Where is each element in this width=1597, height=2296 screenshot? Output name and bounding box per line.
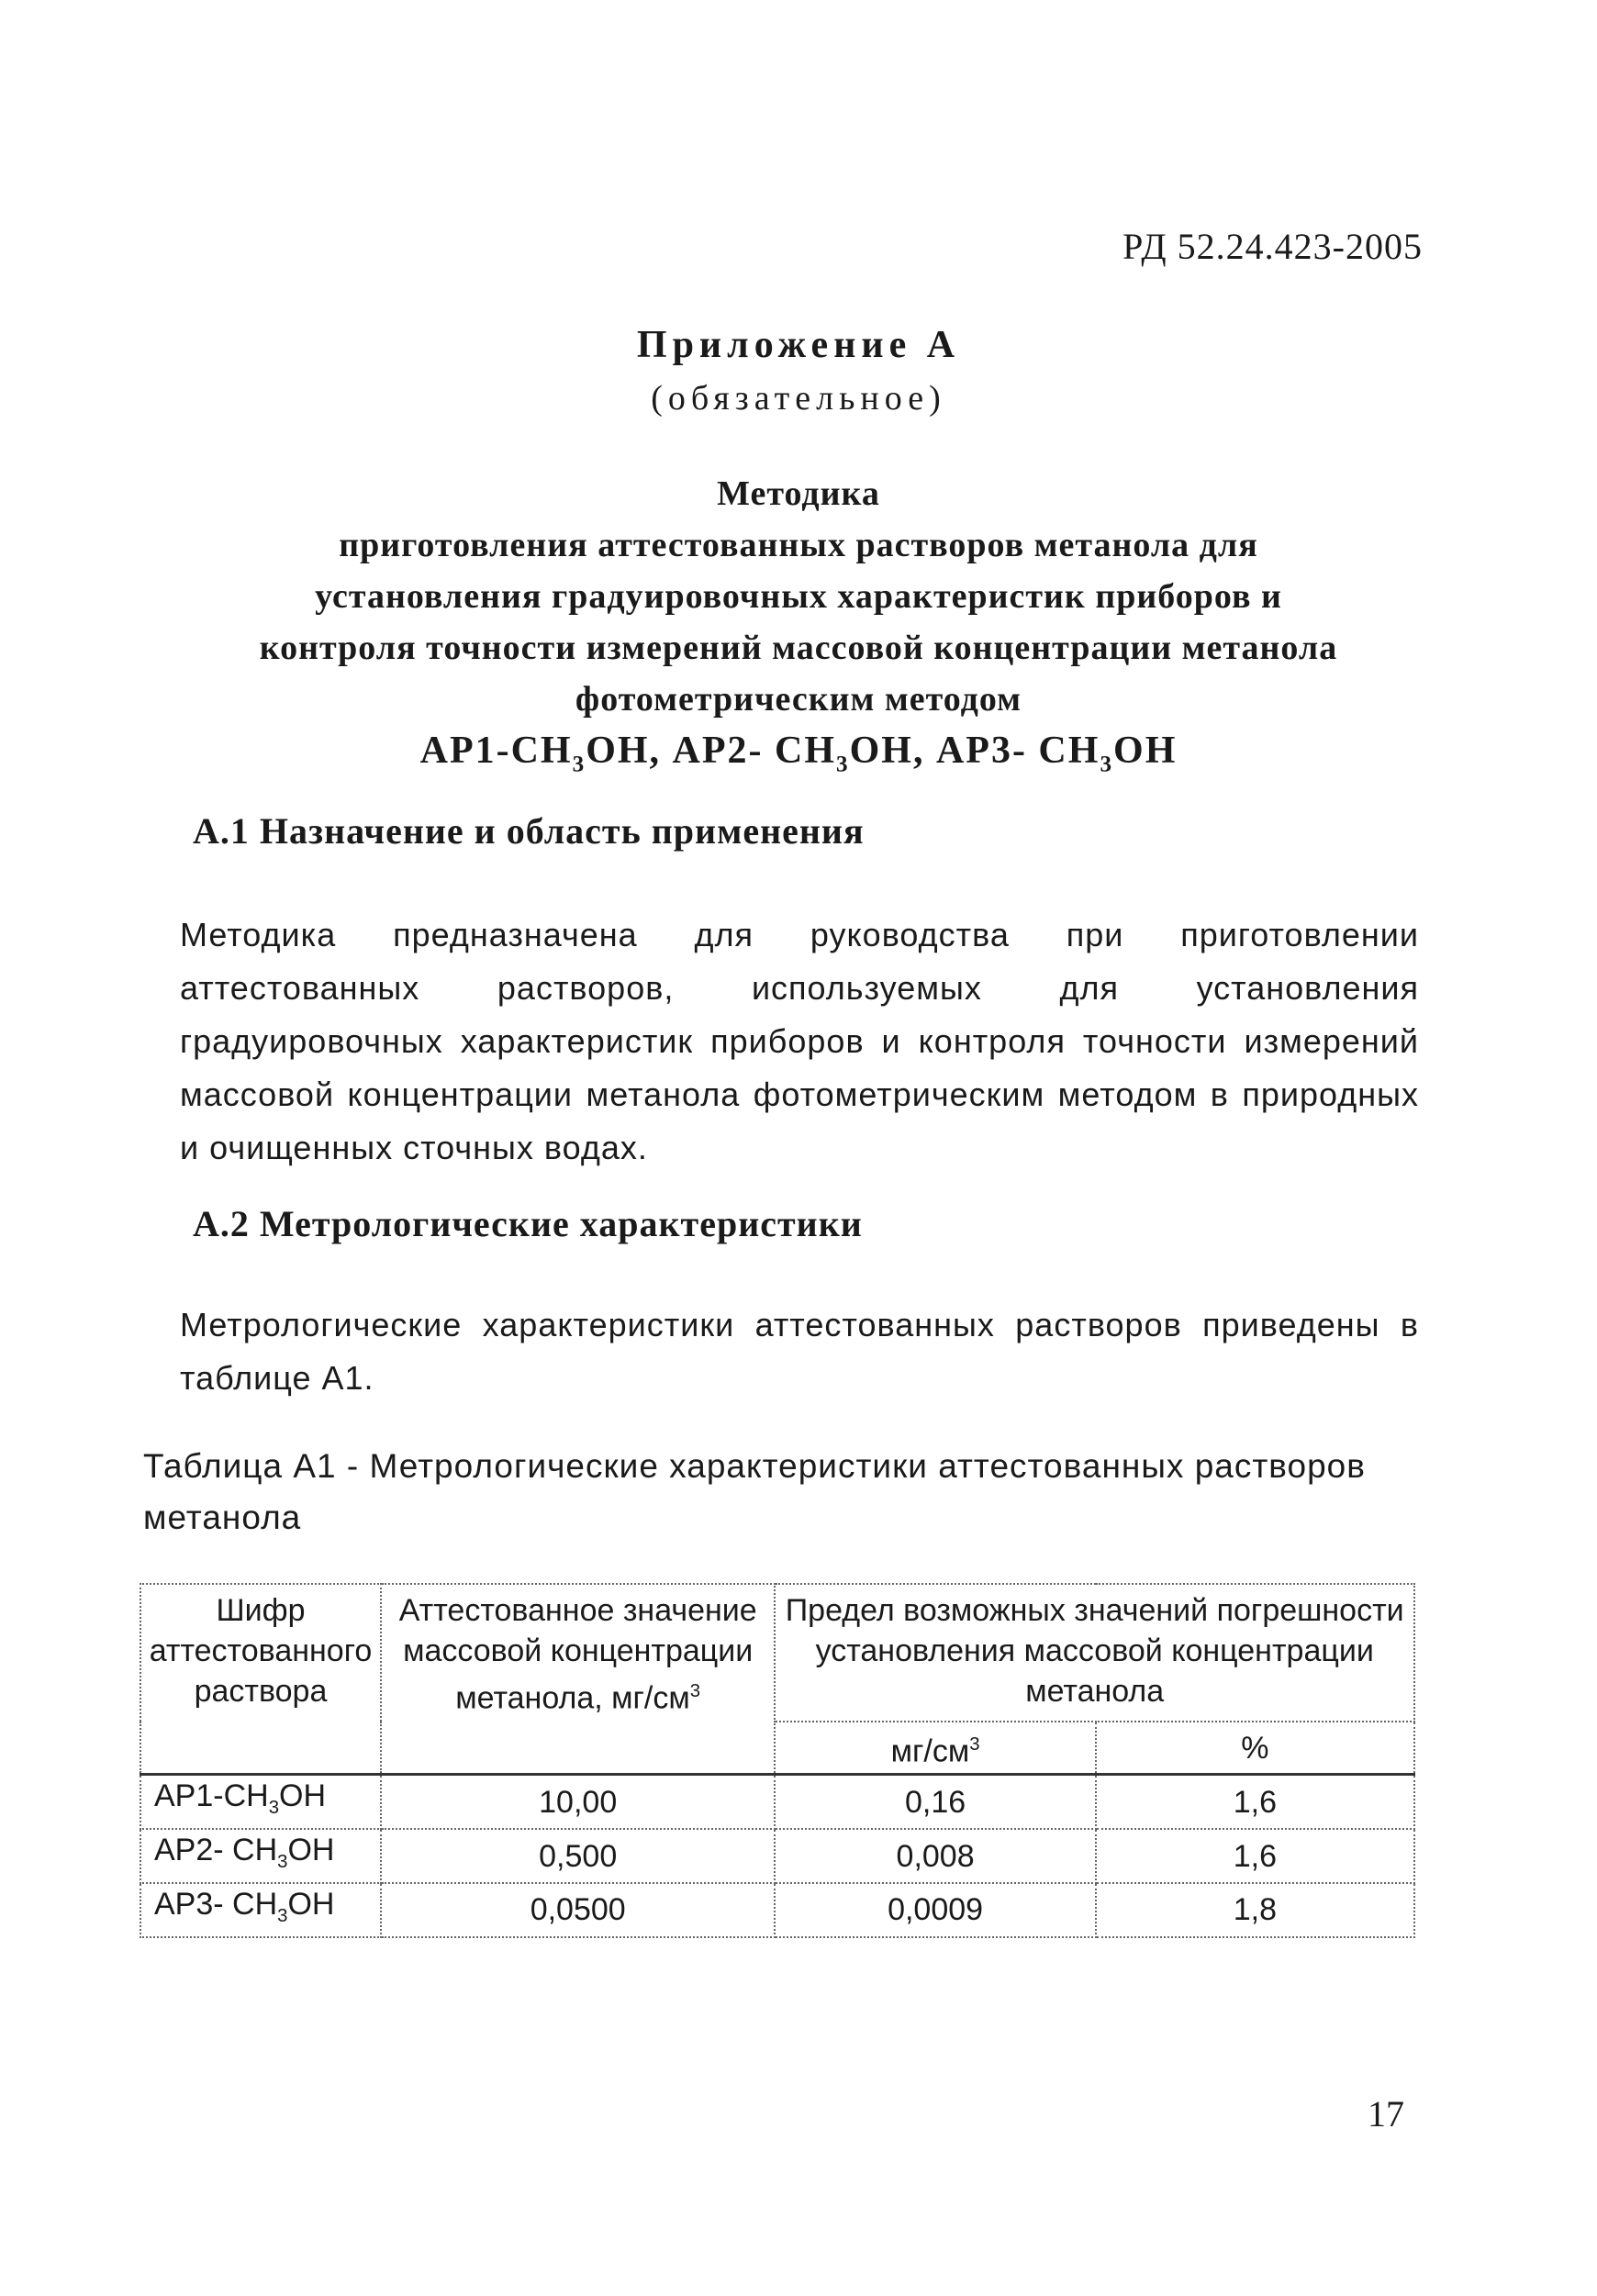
cell-code-subscript: 3 <box>268 1798 280 1819</box>
cell-error-percent: 1,6 <box>1096 1829 1414 1883</box>
formula-oh: ОН <box>1113 730 1178 772</box>
page-number: 17 <box>1368 2093 1404 2134</box>
table-row <box>140 1829 1414 1883</box>
cell-code-text: АР3- СН <box>154 1886 278 1922</box>
cell-code-text: АР1-СН <box>154 1778 269 1814</box>
formula-separator: , <box>912 730 936 772</box>
cell-error-percent: 1,6 <box>1096 1775 1414 1829</box>
formula-ap1: АР1-СН <box>419 730 573 772</box>
cell-error-mg: 0,0009 <box>775 1883 1095 1937</box>
cell-error-percent: 1,8 <box>1096 1883 1414 1937</box>
cell-value: 0,0500 <box>381 1883 775 1937</box>
appendix-status: (обязательное) <box>651 379 946 418</box>
section-a1-paragraph: Методика предназначена для руководства при приготовлении аттестованных растворов, используемых для установления градуировочных характеристик приборов и контроля точности измерений массовой концентрации метанола фотометрическим методом в природных и очищенных сточных водах. <box>180 916 1419 1166</box>
table-row <box>140 1883 1414 1937</box>
method-title-line: фотометрическим методом <box>575 680 1022 719</box>
formula-subscript: 3 <box>1100 752 1114 777</box>
header-unit-mg <box>775 1722 1095 1775</box>
document-code: РД 52.24.423-2005 <box>1122 226 1423 267</box>
cell-code <box>140 1775 381 1829</box>
cell-code-text: АР2- СН <box>154 1833 278 1868</box>
cell-value: 10,00 <box>381 1775 775 1829</box>
method-title-line: Методика <box>717 474 880 513</box>
table-caption: Таблица А1 - Метрологические характеристики аттестованных растворов метанола <box>143 1447 1366 1536</box>
cell-code-subscript: 3 <box>277 1851 288 1872</box>
method-title-line: контроля точности измерений массовой концентрации метанола <box>259 629 1338 667</box>
header-certified-value-text: Аттестованное значение массовой концентрации метанола, мг/см <box>398 1593 757 1716</box>
cell-code-oh: ОН <box>279 1778 327 1814</box>
section-a1-heading: А.1 Назначение и область применения <box>193 810 865 852</box>
formula-ap3: АР3- СН <box>935 730 1100 772</box>
table-row <box>140 1775 1414 1829</box>
table-a1-wrapper <box>140 1583 1415 1938</box>
cell-value: 0,500 <box>381 1829 775 1883</box>
section-a2-paragraph: Метрологические характеристики аттестованных растворов приведены в таблице А1. <box>180 1306 1419 1397</box>
header-certified-value <box>381 1584 775 1775</box>
section-a2-heading: А.2 Метрологические характеристики <box>193 1203 863 1244</box>
cell-error-mg: 0,16 <box>775 1775 1095 1829</box>
cell-code-oh: ОН <box>287 1833 335 1868</box>
header-unit-mg-text: мг/см <box>890 1733 970 1769</box>
method-title-line: установления градуировочных характеристик приборов и <box>315 577 1282 616</box>
method-title-line: приготовления аттестованных растворов метанола для <box>339 526 1258 564</box>
solutions-formula <box>147 725 1450 790</box>
header-superscript: 3 <box>969 1734 980 1755</box>
appendix-title: Приложение А <box>636 324 961 366</box>
header-superscript: 3 <box>689 1681 701 1701</box>
formula-oh: ОН <box>849 730 913 772</box>
formula-ap2: АР2- СН <box>672 730 837 772</box>
header-error-limit: Предел возможных значений погрешности установления массовой концентрации метанола <box>775 1584 1414 1722</box>
cell-code <box>140 1883 381 1937</box>
formula-oh: ОН <box>586 730 650 772</box>
cell-error-mg: 0,008 <box>775 1829 1095 1883</box>
cell-code-subscript: 3 <box>277 1905 288 1926</box>
cell-code-oh: ОН <box>287 1886 335 1922</box>
header-code: Шифр аттестованного раствора <box>140 1584 381 1775</box>
header-unit-percent: % <box>1096 1722 1414 1775</box>
formula-separator: , <box>649 730 673 772</box>
formula-subscript: 3 <box>836 752 850 777</box>
table-a1 <box>140 1583 1415 1938</box>
method-title-block <box>147 468 1450 790</box>
cell-code <box>140 1829 381 1883</box>
formula-subscript: 3 <box>572 752 586 777</box>
